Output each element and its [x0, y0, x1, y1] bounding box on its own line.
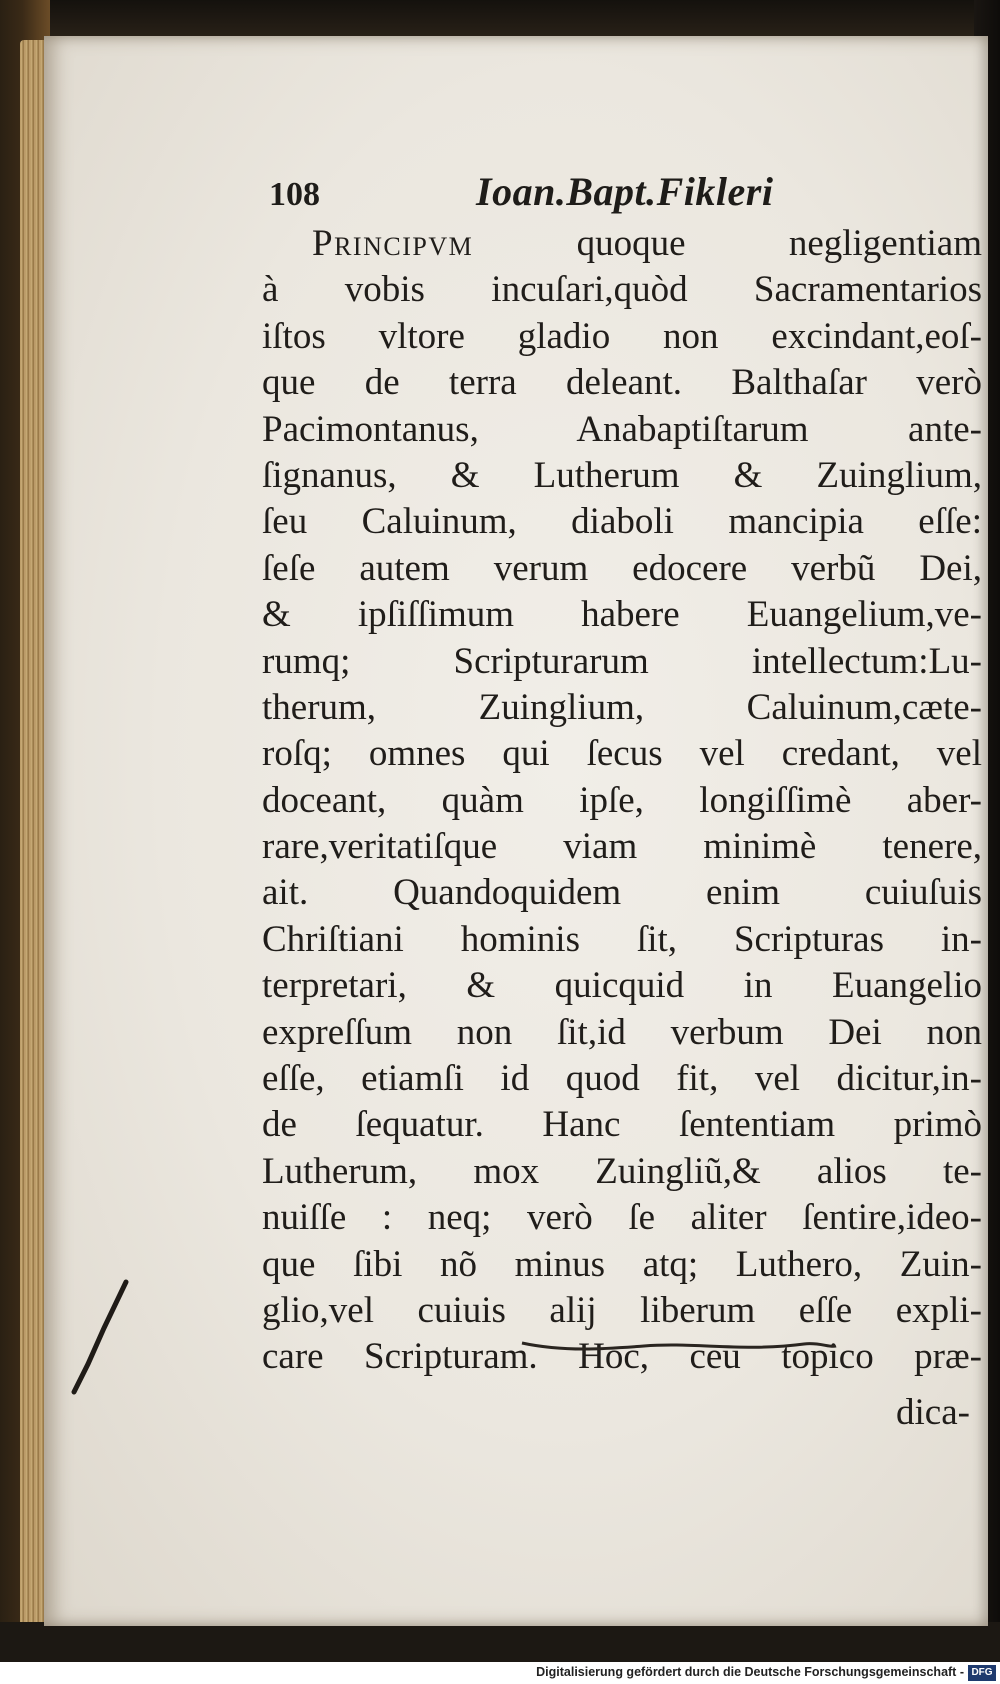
text-line: Principvm quoque negligentiam	[312, 223, 982, 264]
dfg-logo: DFG	[968, 1665, 996, 1681]
text-line: rare,veritatiſque viam minimè tenere,	[262, 826, 982, 868]
cover-top-edge	[0, 0, 1000, 40]
text-line: ait. Quandoquidem enim cuiuſuis	[262, 872, 982, 914]
text-line: glio,vel cuiuis alij liberum eſſe expli-	[262, 1289, 982, 1331]
text-line: & ipſiſſimum habere Euangelium,ve-	[262, 594, 982, 636]
page-number: 108	[269, 176, 320, 213]
text-line: rumq; Scripturarum intellectum:Lu-	[262, 640, 982, 682]
author-heading: Ioan.Bapt.Fikleri	[476, 169, 774, 214]
text-line: terpretari, & quicquid in Euangelio	[262, 965, 982, 1007]
text-line: Chriſtiani hominis ſit, Scripturas in-	[262, 918, 982, 960]
text-line: roſq; omnes qui ſecus vel credant, vel	[262, 733, 982, 775]
attribution-text: Digitalisierung gefördert durch die Deutsche Forschungsgemeinschaft -	[536, 1665, 964, 1679]
catchword: dica-	[896, 1392, 970, 1433]
text-line: therum, Zuinglium, Caluinum,cæte-	[262, 686, 982, 728]
text-line: eſſe, etiamſi id quod fit, vel dicitur,in-	[262, 1058, 982, 1100]
margin-pen-stroke	[74, 1282, 126, 1392]
text-line: iſtos vltore gladio non excindant,eoſ-	[262, 315, 982, 357]
cover-bottom-edge	[0, 1622, 1000, 1662]
text-line: Lutherum, mox Zuingliũ,& alios te-	[262, 1150, 982, 1192]
text-line: care Scripturam. Hoc, ceu topico præ-	[262, 1336, 982, 1378]
paper-page	[44, 36, 988, 1626]
body-text	[262, 221, 982, 1381]
text-line: que ſibi nõ minus atq; Luthero, Zuin-	[262, 1243, 982, 1285]
text-line: ſeu Caluinum, diaboli mancipia eſſe:	[262, 501, 982, 543]
text-line: nuiſſe : neq; verò ſe aliter ſentire,ideo-	[262, 1197, 982, 1239]
text-line: ſeſe autem verum edocere verbũ Dei,	[262, 547, 982, 589]
running-head	[44, 154, 988, 214]
opening-word: Principvm	[312, 223, 474, 264]
text-line: ſignanus, & Lutherum & Zuinglium,	[262, 454, 982, 496]
attribution-footer	[0, 1662, 1000, 1684]
text-line: Pacimontanus, Anabaptiſtarum ante-	[262, 408, 982, 450]
text-line: doceant, quàm ipſe, longiſſimè aber-	[262, 779, 982, 821]
text-line: que de terra deleant. Balthaſar verò	[262, 362, 982, 404]
text-line: à vobis incuſari,quòd Sacramentarios	[262, 269, 982, 311]
text-line: de ſequatur. Hanc ſententiam primò	[262, 1104, 982, 1146]
text-line: expreſſum non ſit,id verbum Dei non	[262, 1011, 982, 1053]
